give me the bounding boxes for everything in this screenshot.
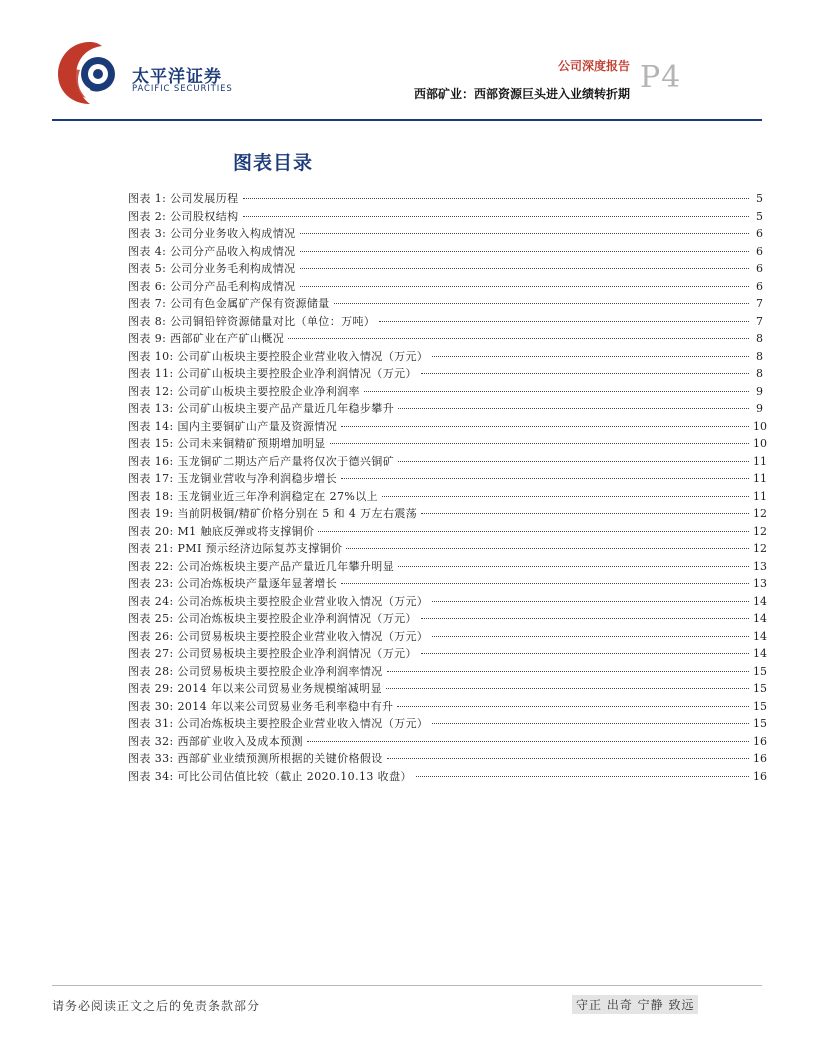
toc-entry-label: 图表 21: PMI 预示经济边际复苏支撑铜价 — [128, 542, 343, 555]
toc-entry[interactable] — [128, 698, 767, 716]
toc-entry-page: 15 — [753, 699, 767, 713]
toc-dot-leader — [432, 600, 749, 602]
toc-entry-page: 9 — [756, 384, 763, 398]
toc-entry-page: 12 — [753, 524, 767, 538]
toc-dot-leader — [398, 460, 749, 462]
toc-entry-label: 图表 13: 公司矿山板块主要产品产量近几年稳步攀升 — [128, 402, 395, 415]
toc-dot-leader — [330, 442, 749, 444]
toc-entry-page: 14 — [753, 594, 767, 608]
toc-entry-label: 图表 33: 西部矿业业绩预测所根据的关键价格假设 — [128, 752, 383, 765]
toc-dot-leader — [300, 232, 750, 234]
toc-entry-page: 15 — [753, 664, 767, 678]
toc-dot-leader — [386, 687, 749, 689]
toc-entry-label: 图表 23: 公司冶炼板块产量逐年显著增长 — [128, 577, 338, 590]
toc-entry-label: 图表 34: 可比公司估值比较（截止 2020.10.13 收盘） — [128, 769, 412, 783]
toc-entry-page: 8 — [756, 332, 763, 345]
toc-dot-leader — [288, 337, 749, 339]
toc-dot-leader — [318, 530, 749, 532]
toc-entry[interactable] — [128, 558, 767, 576]
toc-entry[interactable] — [128, 435, 767, 453]
toc-title: 图表目录 — [233, 152, 314, 174]
toc-dot-leader — [432, 355, 749, 357]
toc-entry[interactable] — [128, 453, 767, 471]
toc-entry-label: 图表 19: 当前阴极铜/精矿价格分别在 5 和 4 万左右震荡 — [128, 507, 418, 520]
toc-dot-leader — [421, 372, 749, 374]
report-title: 西部矿业：西部资源巨头进入业绩转折期 — [413, 87, 630, 101]
toc-dot-leader — [341, 477, 749, 479]
toc-entry-page: 10 — [753, 437, 767, 450]
toc-dot-leader — [382, 495, 749, 497]
toc-entry-page: 5 — [756, 192, 763, 205]
toc-entry[interactable] — [128, 628, 767, 646]
logo-text-cn: 太平洋证券 — [132, 67, 222, 87]
toc-entry[interactable] — [128, 225, 763, 243]
toc-entry-page: 16 — [753, 752, 767, 765]
toc-entry-label: 图表 31: 公司冶炼板块主要控股企业营业收入情况（万元） — [128, 717, 429, 730]
pacific-securities-logo-icon — [52, 38, 128, 108]
toc-dot-leader — [398, 407, 749, 409]
toc-entry-label: 图表 1: 公司发展历程 — [128, 192, 239, 205]
toc-entry-label: 图表 5: 公司分业务毛利构成情况 — [128, 262, 296, 275]
toc-entry-page: 11 — [753, 454, 767, 468]
toc-dot-leader — [300, 267, 750, 269]
toc-entry-label: 图表 22: 公司冶炼板块主要产品产量近几年攀升明显 — [128, 559, 395, 573]
toc-dot-leader — [243, 215, 750, 217]
page-number: P4 — [640, 60, 682, 95]
toc-entry[interactable] — [128, 488, 767, 506]
toc-entry-page: 12 — [753, 507, 767, 520]
toc-entry[interactable] — [128, 418, 767, 436]
toc-entry[interactable] — [128, 540, 767, 558]
toc-dot-leader — [334, 302, 749, 304]
toc-entry[interactable] — [128, 330, 763, 348]
toc-entry-label: 图表 24: 公司冶炼板块主要控股企业营业收入情况（万元） — [128, 594, 429, 608]
toc-entry-label: 图表 30: 2014 年以来公司贸易业务毛利率稳中有升 — [128, 699, 394, 713]
toc-entry-label: 图表 28: 公司贸易板块主要控股企业净利润率情况 — [128, 664, 383, 678]
footer-divider — [52, 985, 762, 986]
toc-entry-page: 14 — [753, 612, 767, 625]
toc-entry[interactable] — [128, 733, 767, 751]
toc-entry[interactable] — [128, 505, 767, 523]
toc-entry[interactable] — [128, 610, 767, 628]
toc-entry-label: 图表 4: 公司分产品收入构成情况 — [128, 244, 296, 258]
toc-entry-label: 图表 11: 公司矿山板块主要控股企业净利润情况（万元） — [128, 367, 417, 380]
toc-entry-page: 6 — [756, 244, 763, 258]
toc-entry-page: 7 — [756, 297, 763, 310]
toc-dot-leader — [416, 775, 749, 777]
toc-entry-label: 图表 3: 公司分业务收入构成情况 — [128, 227, 296, 240]
toc-entry-page: 13 — [753, 577, 767, 590]
toc-entry-label: 图表 17: 玉龙铜业营收与净利润稳步增长 — [128, 472, 338, 485]
toc-dot-leader — [432, 635, 749, 637]
toc-dot-leader — [364, 390, 749, 392]
toc-entry-label: 图表 8: 公司铜铅锌资源储量对比（单位：万吨） — [128, 314, 376, 328]
toc-dot-leader — [300, 285, 750, 287]
toc-entry[interactable] — [128, 663, 767, 681]
toc-dot-leader — [300, 250, 750, 252]
toc-entry-page: 6 — [756, 262, 763, 275]
toc-entry[interactable] — [128, 383, 763, 401]
toc-dot-leader — [346, 547, 749, 549]
toc-dot-leader — [341, 425, 749, 427]
toc-entry[interactable] — [128, 190, 763, 208]
toc-entry[interactable] — [128, 365, 763, 383]
toc-dot-leader — [307, 740, 749, 742]
toc-entry-label: 图表 16: 玉龙铜矿二期达产后产量将仅次于德兴铜矿 — [128, 454, 395, 468]
toc-entry[interactable] — [128, 470, 767, 488]
toc-dot-leader — [387, 757, 749, 759]
toc-entry-page: 15 — [753, 717, 767, 730]
toc-entry-page: 9 — [756, 402, 763, 415]
toc-entry-page: 14 — [753, 647, 767, 660]
toc-entry-label: 图表 32: 西部矿业收入及成本预测 — [128, 734, 303, 748]
toc-entry-label: 图表 25: 公司冶炼板块主要控股企业净利润情况（万元） — [128, 612, 417, 625]
toc-entry-label: 图表 14: 国内主要铜矿山产量及资源情况 — [128, 419, 338, 433]
toc-entry[interactable] — [128, 768, 767, 786]
toc-entry-page: 15 — [753, 682, 767, 695]
toc-entry[interactable] — [128, 295, 763, 313]
header-divider — [52, 119, 762, 121]
toc-entry-page: 8 — [756, 367, 763, 380]
toc-entry-label: 图表 2: 公司股权结构 — [128, 209, 239, 223]
toc-entry-page: 11 — [753, 489, 767, 503]
toc-dot-leader — [398, 565, 749, 567]
footer-motto: 守正 出奇 宁静 致远 — [572, 995, 698, 1014]
toc-entry[interactable] — [128, 750, 767, 768]
toc-entry-page: 7 — [756, 314, 763, 328]
toc-entry-label: 图表 7: 公司有色金属矿产保有资源储量 — [128, 297, 330, 310]
footer-disclaimer: 请务必阅读正文之后的免责条款部分 — [52, 999, 261, 1013]
toc-entry-page: 5 — [756, 209, 763, 223]
toc-entry-label: 图表 6: 公司分产品毛利构成情况 — [128, 279, 296, 293]
toc-entry-page: 12 — [753, 542, 767, 555]
toc-dot-leader — [421, 617, 749, 619]
toc-dot-leader — [341, 582, 749, 584]
toc-entry[interactable] — [128, 645, 767, 663]
toc-entry-label: 图表 18: 玉龙铜业近三年净利润稳定在 27%以上 — [128, 489, 379, 503]
toc-entry-page: 16 — [753, 734, 767, 748]
logo-text-en: PACIFIC SECURITIES — [132, 84, 233, 94]
toc-entry-page: 8 — [756, 349, 763, 363]
toc-entry-page: 6 — [756, 227, 763, 240]
toc-entry[interactable] — [128, 208, 763, 226]
toc-entry-page: 6 — [756, 279, 763, 293]
toc-dot-leader — [397, 705, 749, 707]
toc-entry[interactable] — [128, 243, 763, 261]
toc-dot-leader — [387, 670, 749, 672]
toc-entry[interactable] — [128, 575, 767, 593]
toc-entry-page: 11 — [753, 472, 767, 485]
toc-dot-leader — [243, 197, 750, 199]
toc-entry[interactable] — [128, 313, 763, 331]
page-header — [0, 0, 816, 125]
toc-entry-label: 图表 27: 公司贸易板块主要控股企业净利润情况（万元） — [128, 647, 417, 660]
toc-dot-leader — [421, 512, 749, 514]
toc-entry[interactable] — [128, 680, 767, 698]
toc-entry-page: 14 — [753, 629, 767, 643]
toc-entry[interactable] — [128, 593, 767, 611]
toc-entry-page: 10 — [753, 419, 767, 433]
toc-entry[interactable] — [128, 400, 763, 418]
toc-entry-page: 16 — [753, 769, 767, 783]
toc-dot-leader — [432, 722, 749, 724]
report-type: 公司深度报告 — [557, 59, 630, 73]
toc-dot-leader — [421, 652, 749, 654]
toc-entry-label: 图表 29: 2014 年以来公司贸易业务规模缩减明显 — [128, 682, 382, 695]
toc-entry-label: 图表 10: 公司矿山板块主要控股企业营业收入情况（万元） — [128, 349, 429, 363]
toc-entry-label: 图表 15: 公司未来铜精矿预期增加明显 — [128, 437, 326, 450]
toc-dot-leader — [379, 320, 749, 322]
toc-entry[interactable] — [128, 523, 767, 541]
toc-entry-label: 图表 26: 公司贸易板块主要控股企业营业收入情况（万元） — [128, 629, 429, 643]
toc-entry-label: 图表 12: 公司矿山板块主要控股企业净利润率 — [128, 384, 360, 398]
toc-entry[interactable] — [128, 348, 763, 366]
toc-entry[interactable] — [128, 278, 763, 296]
toc-entry-page: 13 — [753, 559, 767, 573]
toc-entry-label: 图表 9: 西部矿业在产矿山概况 — [128, 332, 285, 345]
toc-entry[interactable] — [128, 260, 763, 278]
toc-entry[interactable] — [128, 715, 767, 733]
table-of-figures — [128, 190, 767, 785]
company-logo — [52, 38, 252, 108]
toc-entry-label: 图表 20: M1 触底反弹或将支撑铜价 — [128, 524, 315, 538]
